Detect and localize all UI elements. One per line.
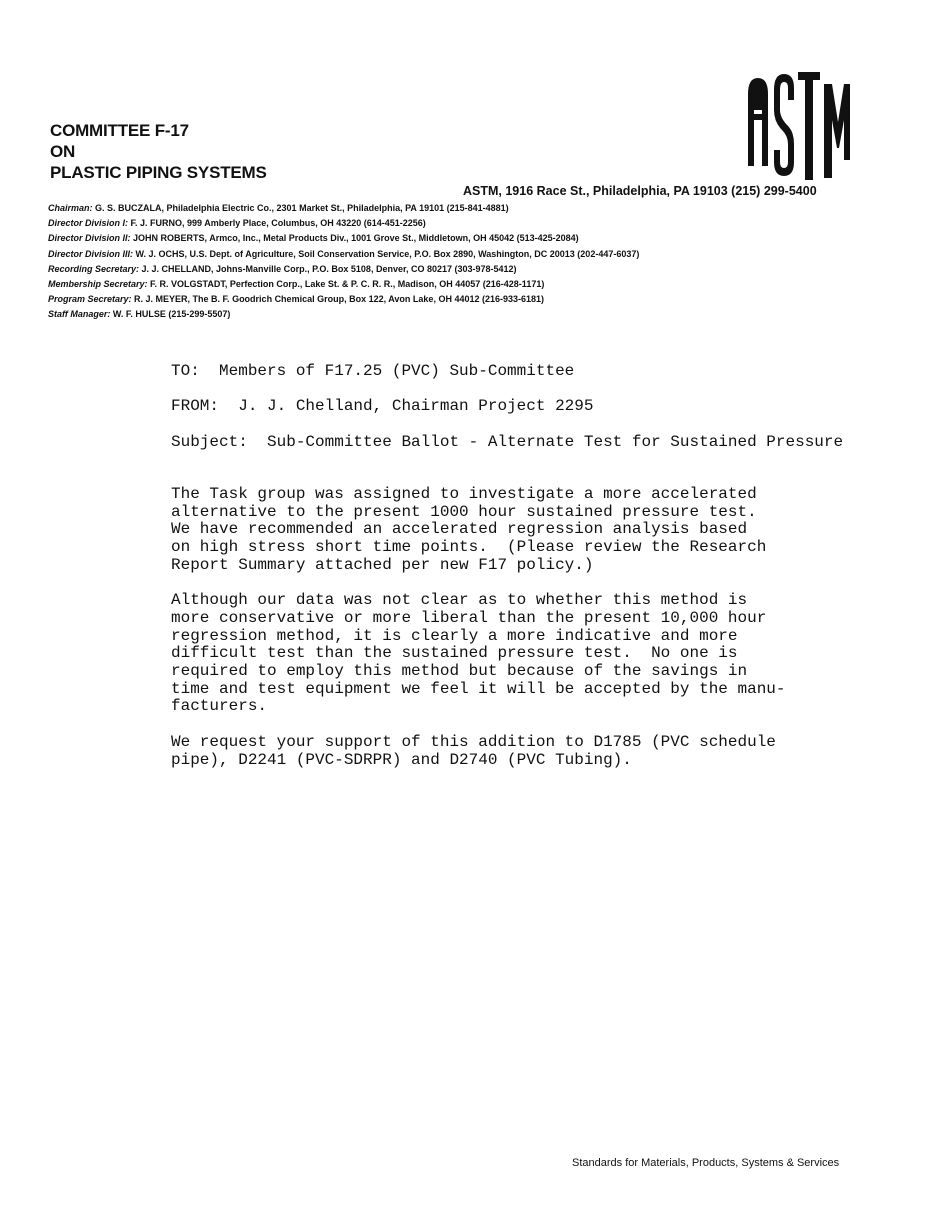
officer-details: F. J. FURNO, 999 Amberly Place, Columbus, OH 43220 (614-451-2256) [128,218,426,229]
paragraph-1 [171,486,941,575]
officer-role: Director Division II: [48,233,131,244]
text-line: We request your support of this addition to D1785 (PVC schedule [171,732,776,751]
officer-details: G. S. BUCZALA, Philadelphia Electric Co., 2301 Market St., Philadelphia, PA 19101 (215-841-4881) [92,203,509,213]
officer-role: Membership Secretary: [48,279,148,290]
text-line: on high stress short time points. (Please review the Research [171,538,767,557]
committee-line-1: COMMITTEE F-17 [50,121,189,140]
officer-line [48,292,639,307]
officer-role: Staff Manager: [48,309,111,320]
committee-line-3: PLASTIC PIPING SYSTEMS [50,163,267,182]
text-line: Report Summary attached per new F17 policy.) [171,555,594,574]
paragraph-3 [171,734,941,769]
officers-list [48,201,639,323]
officer-line [48,216,639,231]
text-line: Although our data was not clear as to whether this method is [171,591,748,610]
officer-role: Recording Secretary: [48,263,140,274]
officer-line [48,201,639,216]
officer-details: W. F. HULSE (215-299-5507) [110,309,231,320]
text-line: difficult test than the sustained pressure test. No one is [171,644,738,663]
memo-to: TO: Members of F17.25 (PVC) Sub-Committee [171,362,575,380]
text-line: facturers. [171,697,268,716]
text-line: alternative to the present 1000 hour sustained pressure test. [171,502,757,521]
officer-details: JOHN ROBERTS, Armco, Inc., Metal Products Div., 1001 Grove St., Middletown, OH 45042 (513-425-2084) [130,233,579,244]
officer-line [48,231,639,246]
memo-subject: Subject: Sub-Committee Ballot - Alternate Test for Sustained Pressure [171,433,844,451]
text-line: more conservative or more liberal than the present 10,000 hour [171,608,767,627]
officer-details: J. J. CHELLAND, Johns-Manville Corp., P.O. Box 5108, Denver, CO 80217 (303-978-5412) [139,263,517,274]
text-line: time and test equipment we feel it will be accepted by the manu- [171,679,786,698]
footer-tagline: Standards for Materials, Products, Systems & Services [572,1157,840,1169]
text-line: regression method, it is clearly a more indicative and more [171,626,738,645]
officer-line [48,247,639,262]
memo-from: FROM: J. J. Chelland, Chairman Project 2295 [171,397,594,415]
officer-details: W. J. OCHS, U.S. Dept. of Agriculture, Soil Conservation Service, P.O. Box 2890, Washington, DC 20013 (202-447-6037) [133,248,640,259]
text-line: We have recommended an accelerated regression analysis based [171,520,748,539]
officer-details: F. R. VOLGSTADT, Perfection Corp., Lake St. & P. C. R. R., Madison, OH 44057 (216-428-1171) [147,279,545,290]
committee-heading [50,120,267,183]
astm-address: ASTM, 1916 Race St., Philadelphia, PA 19103 (215) 299-5400 [463,184,817,198]
astm-logo-icon [744,70,852,182]
text-line: required to employ this method but because of the savings in [171,662,748,681]
text-line: pipe), D2241 (PVC-SDRPR) and D2740 (PVC Tubing). [171,750,632,769]
paragraph-2 [171,592,941,716]
committee-line-2: ON [50,142,76,161]
officer-line [48,277,639,292]
memo-body [171,486,941,787]
text-line: The Task group was assigned to investigate a more accelerated [171,485,757,503]
officer-line [48,262,639,277]
officer-role: Director Division III: [48,248,134,259]
officer-line [48,307,639,322]
officer-role: Program Secretary: [48,294,132,305]
officer-role: Chairman: [48,203,93,213]
officer-role: Director Division I: [48,218,129,229]
officer-details: R. J. MEYER, The B. F. Goodrich Chemical Group, Box 122, Avon Lake, OH 44012 (216-933-6181) [131,294,545,305]
